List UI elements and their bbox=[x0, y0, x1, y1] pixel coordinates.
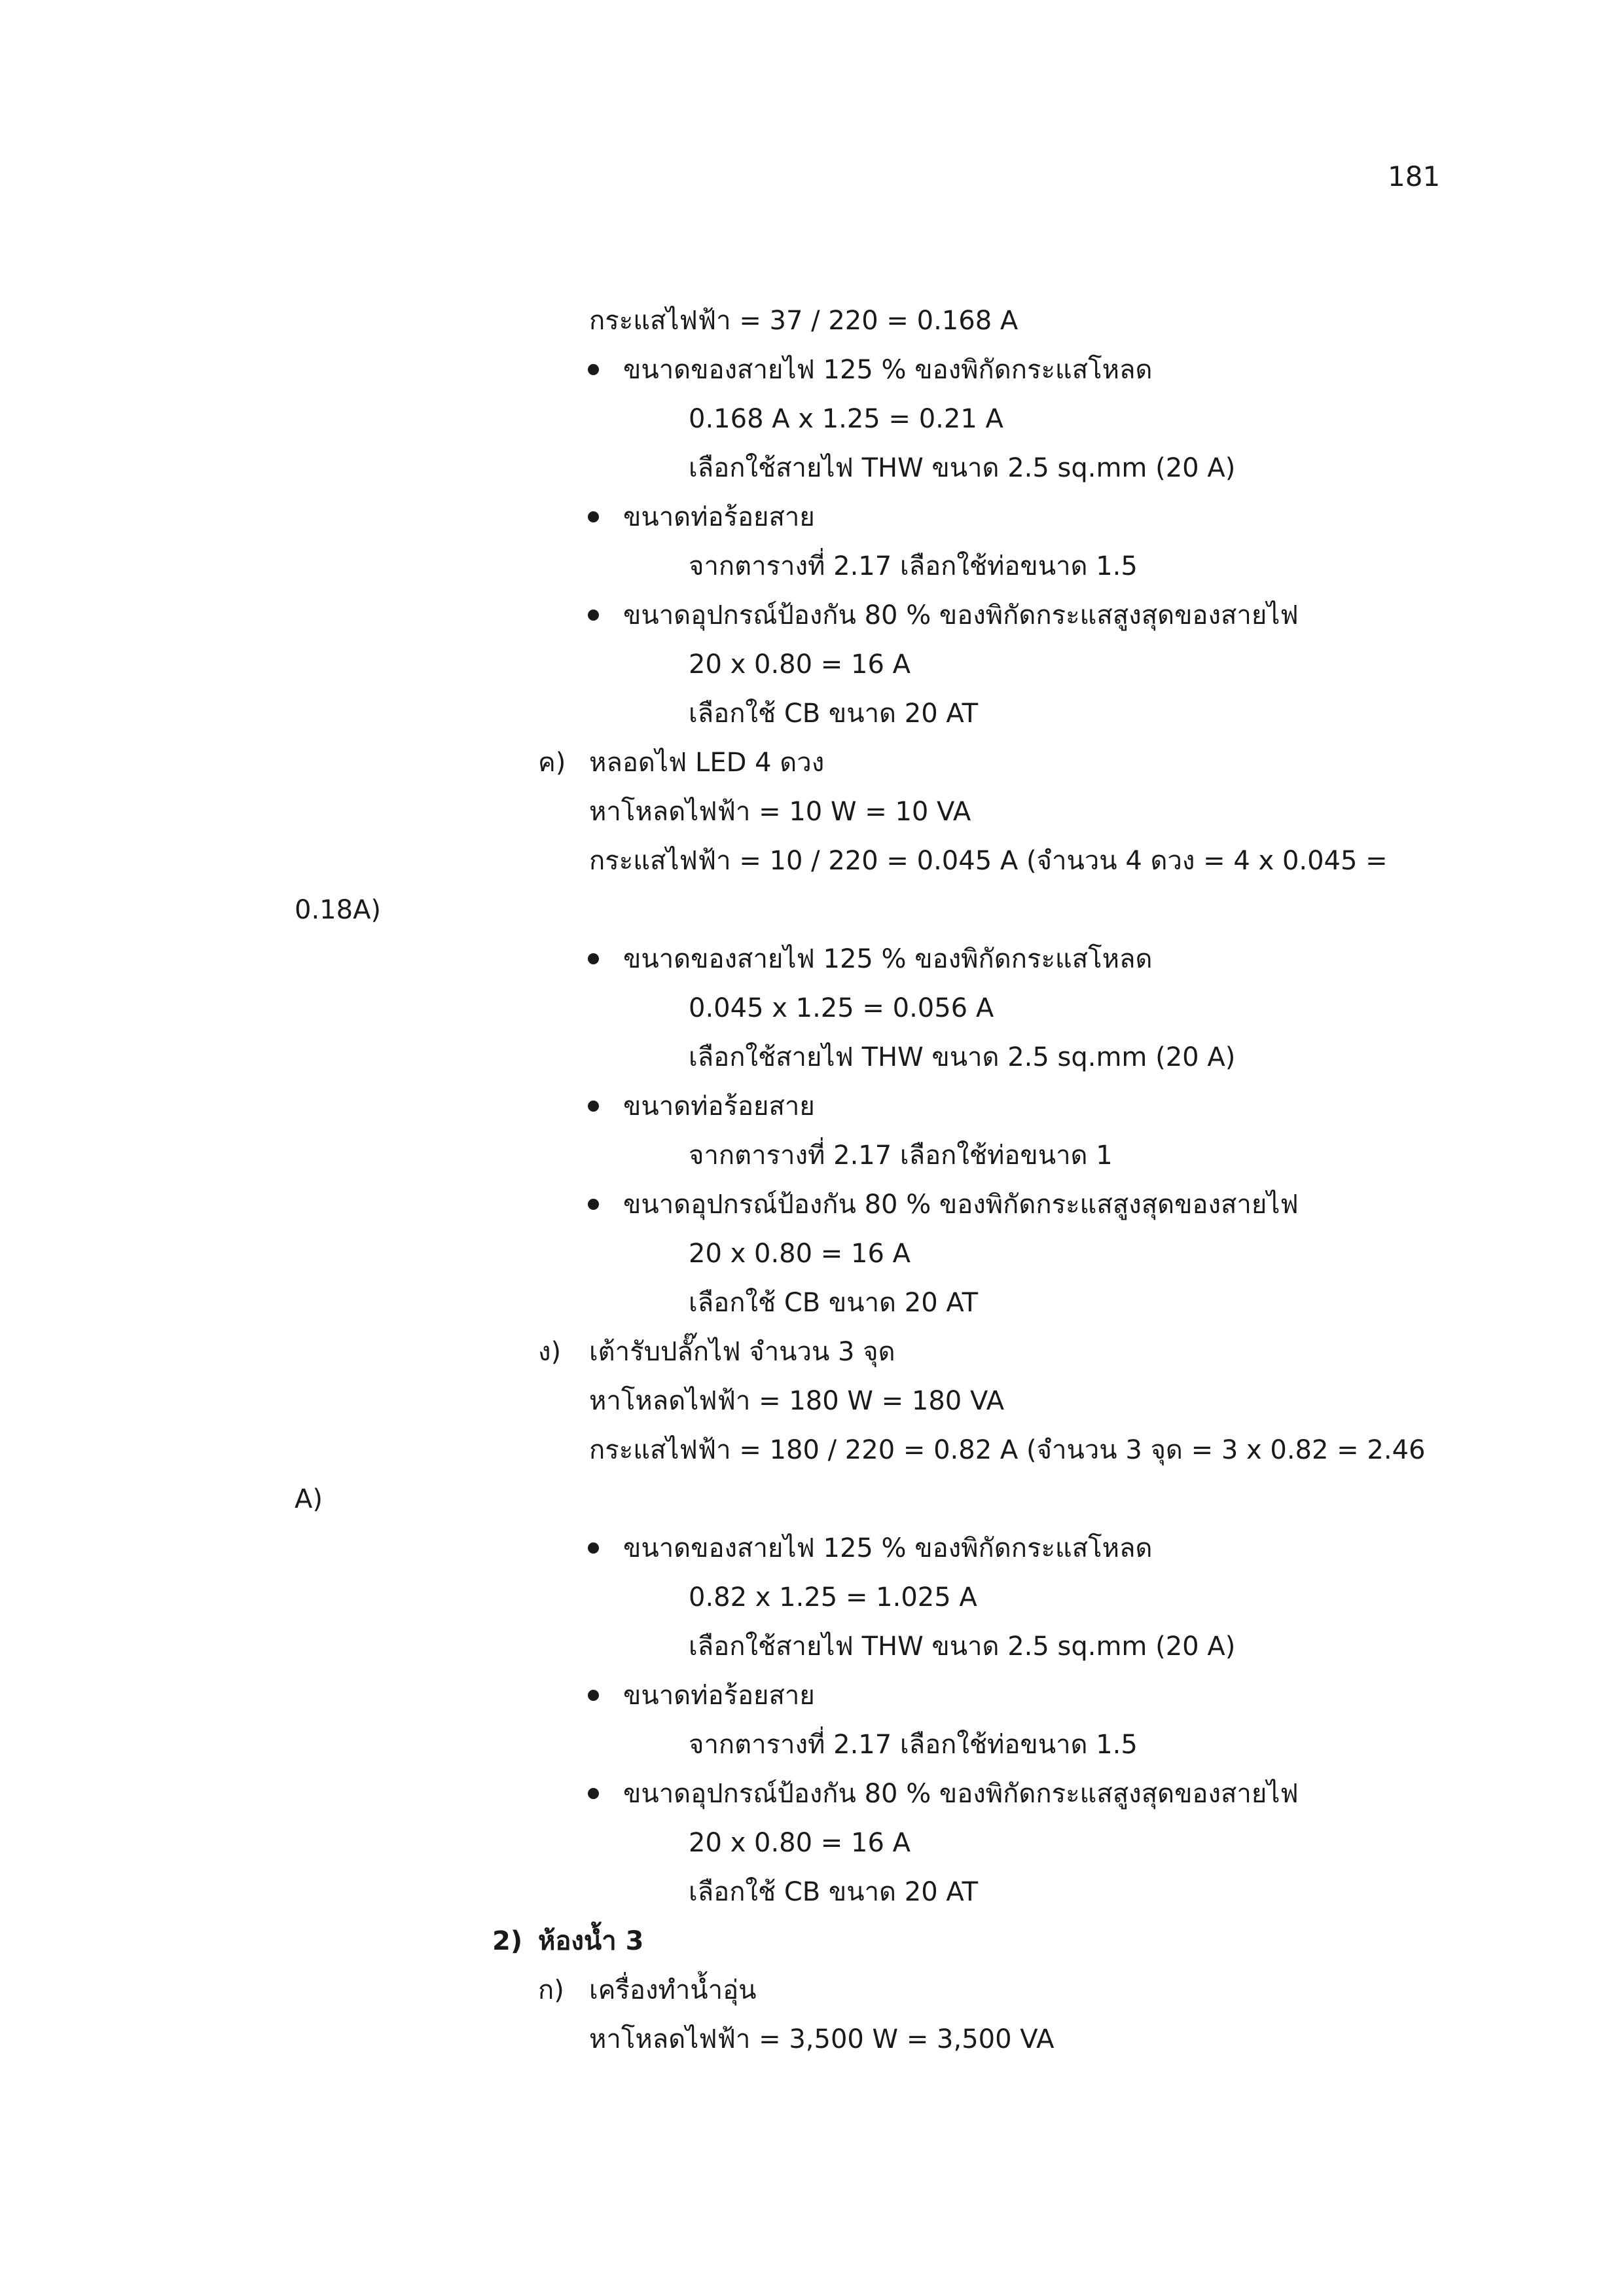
wrapped-line: A) bbox=[295, 1484, 323, 1514]
body-line: จากตารางที่ 2.17 เลือกใช้ท่อขนาด 1.5 bbox=[689, 551, 1138, 581]
bullet-icon bbox=[588, 1542, 599, 1554]
bullet-item bbox=[588, 1090, 815, 1123]
bullet-item bbox=[588, 943, 1152, 975]
subsection-heading bbox=[538, 746, 824, 779]
body-line: 20 x 0.80 = 16 A bbox=[689, 1239, 911, 1269]
subsection-title: หลอดไฟ LED 4 ดวง bbox=[589, 748, 825, 778]
bullet-icon bbox=[588, 1788, 599, 1799]
bullet-item bbox=[588, 1679, 815, 1712]
bullet-item bbox=[588, 1532, 1152, 1565]
bullet-icon bbox=[588, 1101, 599, 1112]
body-line: กระแสไฟฟ้า = 10 / 220 = 0.045 A (จำนวน 4 ดวง = 4 x 0.045 = bbox=[589, 846, 1388, 876]
bullet-icon bbox=[588, 1199, 599, 1210]
body-line: หาโหลดไฟฟ้า = 3,500 W = 3,500 VA bbox=[589, 2024, 1055, 2054]
bullet-text: ขนาดอุปกรณ์ป้องกัน 80 % ของพิกัดกระแสสูงสุดของสายไฟ bbox=[623, 1779, 1299, 1809]
wrapped-line: 0.18A) bbox=[295, 895, 382, 925]
bullet-item bbox=[588, 1777, 1299, 1810]
body-line: เลือกใช้สายไฟ THW ขนาด 2.5 sq.mm (20 A) bbox=[689, 453, 1236, 483]
body-line: หาโหลดไฟฟ้า = 10 W = 10 VA bbox=[589, 797, 971, 827]
body-line: เลือกใช้สายไฟ THW ขนาด 2.5 sq.mm (20 A) bbox=[689, 1631, 1236, 1662]
bullet-icon bbox=[588, 610, 599, 621]
subsection-marker: ค) bbox=[538, 748, 566, 778]
subsection-title: เครื่องทำน้ำอุ่น bbox=[589, 1975, 757, 2005]
body-line: เลือกใช้ CB ขนาด 20 AT bbox=[689, 1288, 979, 1318]
bullet-text: ขนาดของสายไฟ 125 % ของพิกัดกระแสโหลด bbox=[623, 355, 1153, 385]
body-line: 20 x 0.80 = 16 A bbox=[689, 1828, 911, 1858]
bullet-item bbox=[588, 599, 1299, 632]
body-line: 0.168 A x 1.25 = 0.21 A bbox=[689, 404, 1003, 434]
body-line: กระแสไฟฟ้า = 180 / 220 = 0.82 A (จำนวน 3 จุด = 3 x 0.82 = 2.46 bbox=[589, 1435, 1426, 1465]
bullet-text: ขนาดอุปกรณ์ป้องกัน 80 % ของพิกัดกระแสสูงสุดของสายไฟ bbox=[623, 1190, 1299, 1220]
bullet-text: ขนาดของสายไฟ 125 % ของพิกัดกระแสโหลด bbox=[623, 1533, 1153, 1563]
subsection-heading bbox=[538, 1336, 895, 1368]
subsection-title: เต้ารับปลั๊กไฟ จำนวน 3 จุด bbox=[589, 1337, 895, 1367]
body-line: จากตารางที่ 2.17 เลือกใช้ท่อขนาด 1.5 bbox=[689, 1730, 1138, 1760]
body-line: 0.045 x 1.25 = 0.056 A bbox=[689, 993, 994, 1023]
subsection-heading bbox=[538, 1974, 756, 2007]
bullet-item bbox=[588, 501, 815, 534]
body-line: 20 x 0.80 = 16 A bbox=[689, 649, 911, 680]
section-title: ห้องน้ำ 3 bbox=[538, 1926, 644, 1956]
bullet-item bbox=[588, 354, 1152, 386]
body-line: หาโหลดไฟฟ้า = 180 W = 180 VA bbox=[589, 1386, 1005, 1416]
bullet-icon bbox=[588, 1690, 599, 1701]
bullet-icon bbox=[588, 364, 599, 375]
page-number: 181 bbox=[1388, 160, 1441, 192]
bullet-text: ขนาดอุปกรณ์ป้องกัน 80 % ของพิกัดกระแสสูงสุดของสายไฟ bbox=[623, 600, 1299, 630]
bullet-text: ขนาดท่อร้อยสาย bbox=[623, 1681, 815, 1711]
subsection-marker: ก) bbox=[538, 1975, 564, 2005]
body-line: กระแสไฟฟ้า = 37 / 220 = 0.168 A bbox=[589, 306, 1019, 336]
section-heading bbox=[492, 1925, 643, 1958]
bullet-text: ขนาดท่อร้อยสาย bbox=[623, 502, 815, 532]
bullet-text: ขนาดท่อร้อยสาย bbox=[623, 1091, 815, 1121]
body-line: 0.82 x 1.25 = 1.025 A bbox=[689, 1582, 977, 1613]
body-line: เลือกใช้สายไฟ THW ขนาด 2.5 sq.mm (20 A) bbox=[689, 1042, 1236, 1072]
bullet-icon bbox=[588, 511, 599, 522]
body-line: เลือกใช้ CB ขนาด 20 AT bbox=[689, 699, 979, 729]
body-line: เลือกใช้ CB ขนาด 20 AT bbox=[689, 1877, 979, 1907]
body-line: จากตารางที่ 2.17 เลือกใช้ท่อขนาด 1 bbox=[689, 1140, 1113, 1171]
bullet-item bbox=[588, 1188, 1299, 1221]
section-marker: 2) bbox=[492, 1926, 523, 1956]
bullet-icon bbox=[588, 953, 599, 964]
subsection-marker: ง) bbox=[538, 1337, 562, 1367]
bullet-text: ขนาดของสายไฟ 125 % ของพิกัดกระแสโหลด bbox=[623, 944, 1153, 974]
